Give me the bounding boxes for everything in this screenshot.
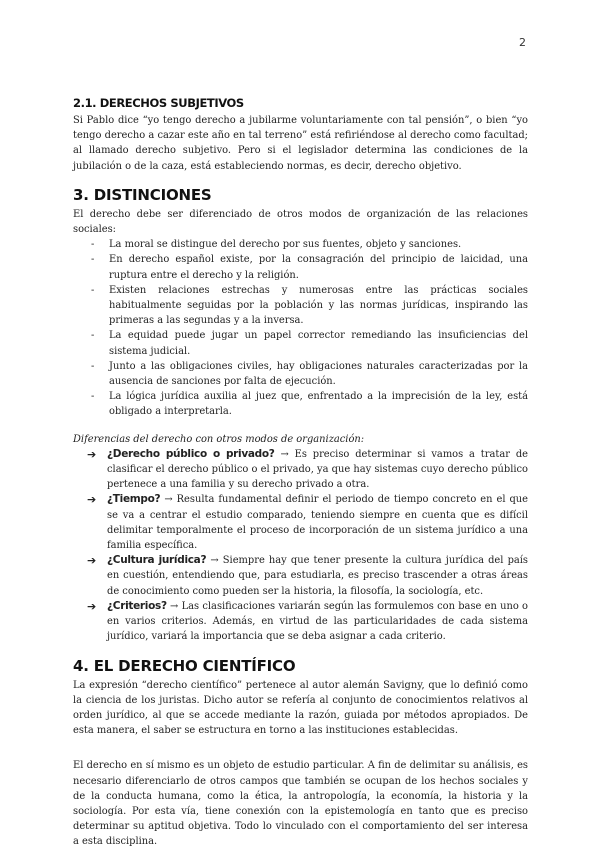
list-item: ➔ ¿Tiempo? → Resulta fundamental definir el periodo de tiempo concreto en el que se va a centrar el estudio comparado, teniendo siempre en cuenta que es difícil delimitar temporalmente el proceso de incorporación de un sistema jurídico a una familia específica. [87, 493, 529, 552]
list-item: - En derecho español existe, por la consagración del principio de laicidad, una ruptura entre el derecho y la religión. [91, 254, 528, 281]
section-4-heading: 4. EL DERECHO CIENTÍFICO [73, 656, 296, 675]
differences-list [73, 447, 528, 645]
section-3-intro: El derecho debe ser diferenciado de otros modos de organización de las relaciones sociales: [73, 208, 528, 236]
list-item: - Junto a las obligaciones civiles, hay obligaciones naturales caracterizadas por la ausencia de sanciones por falta de ejecución. [91, 360, 528, 388]
list-item: ➔ ¿Derecho público o privado? → Es preciso determinar si vamos a tratar de clasificar el derecho público o el privado, ya que hay sistemas cuyo derecho público pertenece a una familia y su derecho privado a otra. [87, 447, 528, 491]
section-4-paragraph-2: El derecho en sí mismo es un objeto de estudio particular. A fin de delimitar su análisis, es necesario diferenciarlo de otros campos que también se ocupan de los hechos sociales y de la conducta humana, como la ética, la antropología, la economía, la historia y la sociología. Por esta vía, tiene conexión con la epistemología en tanto que es preciso determinar su aptitud objetiva. Todo lo vinculado con el comportamiento del ser interesa a esta disciplina. [73, 760, 528, 848]
section-4-paragraph-1: La expresión “derecho científico” pertenece al autor alemán Savigny, que lo definió como la ciencia de los juristas. Dicho autor se refería al conjunto de conocimientos relativos al orden jurídico, al que se accede mediante la razón, guiada por métodos apropiados. De esta manera, el saber se estructura en torno a las instituciones establecidas. [73, 679, 528, 737]
section-2-1-heading: 2.1. DERECHOS SUBJETIVOS [73, 96, 244, 110]
section-3-heading: 3. DISTINCIONES [73, 185, 212, 204]
document-body [73, 96, 528, 850]
arrow-icon: ➔ [87, 554, 97, 568]
list-item: ➔ ¿Cultura jurídica? → Siempre hay que tener presente la cultura jurídica del país en cuestión, entendiendo que, para estudiarla, es preciso trascender a otras áreas de conocimiento como pueden ser la historia, la filosofía, la sociología, etc. [87, 554, 528, 597]
list-item: - La equidad puede jugar un papel corrector remediando las insuficiencias del sistema judicial. [91, 330, 528, 357]
list-item: - La lógica jurídica auxilia al juez que, enfrentado a la imprecisión de la ley, está obligado a interpretarla. [91, 391, 528, 418]
list-item: ➔ ¿Criterios? → Las clasificaciones variarán según las formulemos con base en uno o en varios criterios. Además, en virtud de las particularidades de cada sistema jurídico, variará la importancia que se deba asignar a cada criterio. [87, 599, 528, 643]
arrow-icon: ➔ [87, 599, 97, 613]
list-item: - Existen relaciones estrechas y numerosas entre las prácticas sociales habitualmente seguidas por la población y las normas jurídicas, inspirando las primeras a las segundas y a la inversa. [91, 284, 528, 327]
page-number: 2 [519, 36, 526, 49]
list-item: - La moral se distingue del derecho por sus fuentes, objeto y sanciones. [91, 239, 462, 251]
arrow-icon: ➔ [87, 447, 97, 461]
distinctions-list [73, 237, 528, 419]
differences-subheading: Diferencias del derecho con otros modos de organización: [73, 433, 365, 445]
arrow-icon: ➔ [87, 493, 97, 507]
section-2-1-paragraph: Si Pablo dice “yo tengo derecho a jubilarme voluntariamente con tal pensión”, o bien “yo tengo derecho a cazar este año en tal terreno” está refiriéndose al derecho como facultad; al llamado derecho subjetivo. Pero si el legislador determina las condiciones de la jubilación o de la caza, está estableciendo normas, es decir, derecho objetivo. [73, 115, 528, 172]
